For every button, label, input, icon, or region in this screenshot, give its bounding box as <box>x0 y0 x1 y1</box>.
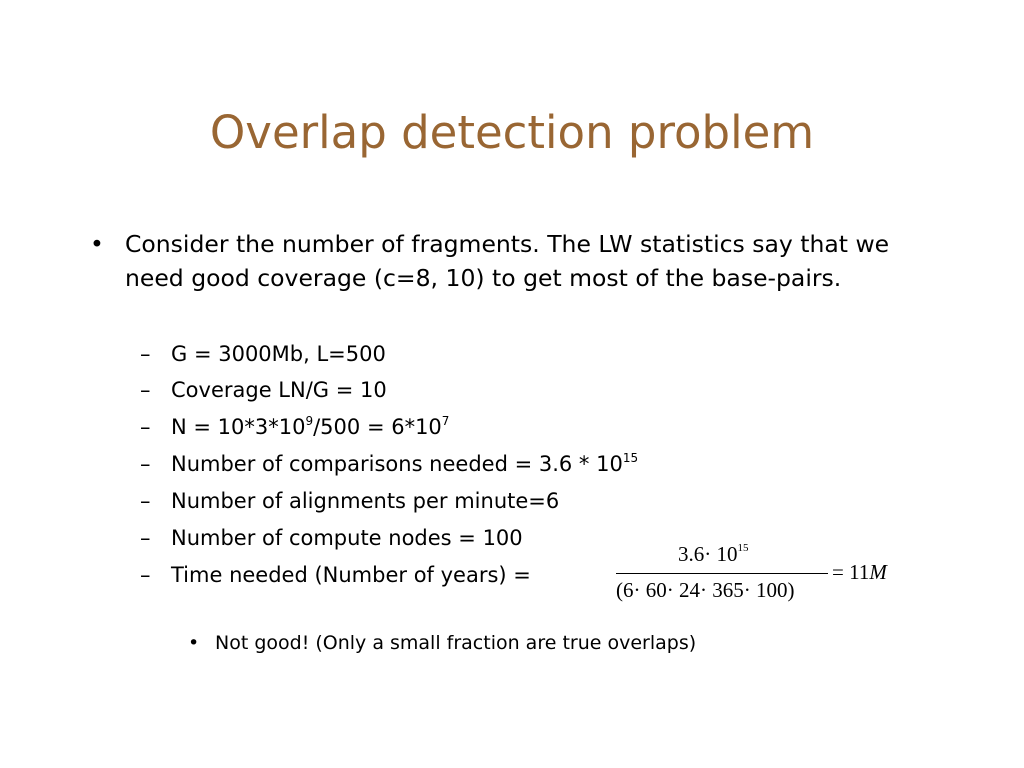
formula-numerator-base: 3.6· 10 <box>678 542 738 566</box>
formula-denominator: (6· 60· 24· 365· 100) <box>616 578 795 602</box>
fraction-line <box>616 573 828 574</box>
sub-item-nodes <box>140 524 523 552</box>
sub-item-genome-text: G = 3000Mb, L=500 <box>171 342 386 366</box>
third-level-bullet <box>188 630 696 656</box>
sub-item-n-prefix: N = 10*3*10 <box>171 415 306 439</box>
dash-marker: – <box>140 563 151 587</box>
bullet-marker: • <box>90 230 104 258</box>
sub-item-n-exp1: 9 <box>305 414 314 428</box>
dash-marker: – <box>140 489 151 513</box>
dash-marker: – <box>140 342 151 366</box>
sub-item-alignments <box>140 487 559 515</box>
sub-item-comparisons-prefix: Number of comparisons needed = 3.6 * 10 <box>171 452 623 476</box>
dash-marker: – <box>140 526 151 550</box>
sub-item-comparisons <box>140 450 638 478</box>
third-level-text: Not good! (Only a small fraction are true overlaps) <box>215 632 697 654</box>
sub-item-coverage <box>140 376 387 404</box>
sub-item-coverage-text: Coverage LN/G = 10 <box>171 378 387 402</box>
formula-result-unit: M <box>869 560 887 584</box>
sub-item-genome <box>140 340 386 368</box>
sub-item-nodes-text: Number of compute nodes = 100 <box>171 526 523 550</box>
sub-item-n-exp2: 7 <box>441 414 450 428</box>
dash-marker: – <box>140 415 151 439</box>
slide-title: Overlap detection problem <box>209 106 815 159</box>
third-level-marker: • <box>188 632 200 654</box>
sub-item-n-middle: /500 = 6*10 <box>313 415 442 439</box>
formula-equals: = 11 <box>832 560 870 584</box>
sub-item-alignments-text: Number of alignments per minute=6 <box>171 489 560 513</box>
main-bullet-text: Consider the number of fragments. The LW statistics say that we need good coverage (c=8, 10) to get most of the base-pairs. <box>125 230 890 292</box>
formula-numerator-exp: 15 <box>737 542 749 554</box>
sub-item-n <box>140 413 449 441</box>
sub-item-comparisons-exp: 15 <box>622 451 639 465</box>
sub-item-time-needed-text: Time needed (Number of years) = <box>171 563 531 587</box>
dash-marker: – <box>140 378 151 402</box>
sub-item-time-needed <box>140 561 531 589</box>
formula-numerator <box>678 542 749 567</box>
main-bullet <box>90 227 910 295</box>
dash-marker: – <box>140 452 151 476</box>
formula-result <box>832 560 887 585</box>
time-formula <box>614 538 914 610</box>
